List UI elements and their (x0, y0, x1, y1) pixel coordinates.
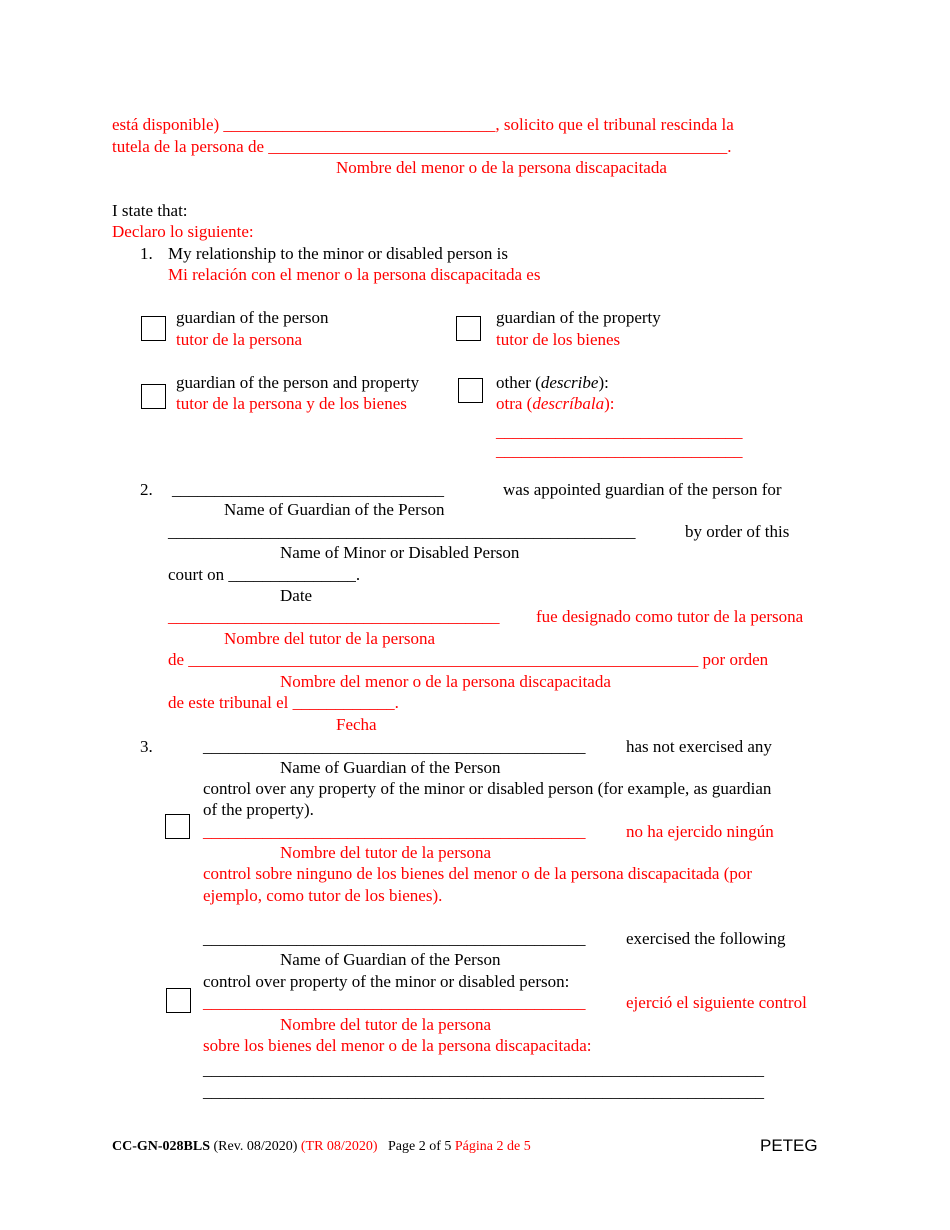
statement-es: Declaro lo siguiente: (112, 222, 254, 241)
option-both-es: tutor de la persona y de los bienes (176, 394, 407, 413)
statement-en: I state that: (112, 201, 188, 220)
item3b-es-caption: Nombre del tutor de la persona (280, 1015, 492, 1034)
item3a-guardian-blank[interactable]: _____________________________________________ (203, 737, 586, 756)
item1-label-en: My relationship to the minor or disabled person is (168, 244, 508, 263)
no-control-checkbox[interactable] (165, 814, 190, 839)
footer-form-info (112, 1137, 531, 1157)
item3a-en-line3: of the property). (203, 800, 314, 819)
form-tr: (TR 08/2020) (300, 1139, 378, 1154)
item3a-en-caption: Name of Guardian of the Person (280, 758, 501, 777)
guardian-name-blank[interactable]: ________________________________ (172, 480, 444, 499)
option-both-en: guardian of the person and property (176, 373, 420, 392)
item3a-tutor-blank[interactable]: _____________________________________________ (203, 822, 586, 841)
exercised-control-checkbox[interactable] (166, 988, 191, 1013)
other-description-line-1[interactable]: _____________________________ (496, 422, 743, 441)
item3b-guardian-blank[interactable]: _____________________________________________ (203, 929, 586, 948)
item2-en-caption2: Name of Minor or Disabled Person (280, 543, 520, 562)
intro-line-1: está disponible) ________________________________, solicito que el tribunal rescinda la (112, 115, 734, 134)
option-person-en: guardian of the person (176, 308, 329, 327)
item2-number: 2. (140, 480, 153, 499)
item3b-en-line2: control over property of the minor or disabled person: (203, 972, 570, 991)
other-checkbox[interactable] (458, 378, 483, 403)
item3b-en-caption: Name of Guardian of the Person (280, 950, 501, 969)
other-description-line-2[interactable]: _____________________________ (496, 441, 743, 460)
item3a-es-line2: control sobre ninguno de los bienes del menor o de la persona discapacitada (por (203, 864, 753, 883)
tutor-name-blank[interactable]: _______________________________________ (168, 607, 500, 626)
guardian-property-checkbox[interactable] (456, 316, 481, 341)
item3-number: 3. (140, 737, 153, 756)
item2-en-line2-text: by order of this (685, 522, 790, 541)
item2-en-caption3: Date (280, 586, 313, 605)
item1-number: 1. (140, 244, 153, 263)
item3b-es-line2: sobre los bienes del menor o de la persona discapacitada: (203, 1036, 592, 1055)
item3a-es-line3: ejemplo, como tutor de los bienes). (203, 886, 443, 905)
page-en: Page 2 of 5 (387, 1139, 452, 1154)
item3a-en-line2: control over any property of the minor or disabled person (for example, as guardian (203, 779, 772, 798)
item2-en-caption1: Name of Guardian of the Person (224, 500, 445, 519)
tribunal-fecha-line[interactable]: de este tribunal el ____________. (168, 693, 399, 712)
control-description-line-1[interactable]: __________________________________________________________________ (203, 1060, 764, 1079)
option-other-en: other (describe): (496, 373, 609, 392)
item3b-es-text: ejerció el siguiente control (626, 993, 807, 1012)
item2-es-caption3: Fecha (336, 715, 377, 734)
minor-name-blank[interactable]: _______________________________________________________ (168, 522, 636, 541)
item3a-es-text: no ha ejercido ningún (626, 822, 774, 841)
form-rev: (Rev. 08/2020) (213, 1139, 298, 1154)
item2-en-line1-text: was appointed guardian of the person for (503, 480, 782, 499)
option-property-en: guardian of the property (496, 308, 661, 327)
option-other-es: otra (descríbala): (496, 394, 615, 413)
guardian-person-checkbox[interactable] (141, 316, 166, 341)
item3a-es-caption: Nombre del tutor de la persona (280, 843, 492, 862)
item3a-en-text: has not exercised any (626, 737, 772, 756)
guardian-person-property-checkbox[interactable] (141, 384, 166, 409)
menor-name-line[interactable]: de ____________________________________________________________ por orden (168, 650, 769, 669)
court-date-line[interactable]: court on _______________. (168, 565, 361, 584)
option-person-es: tutor de la persona (176, 330, 303, 349)
item2-es-caption1: Nombre del tutor de la persona (224, 629, 436, 648)
item3b-tutor-blank[interactable]: _____________________________________________ (203, 993, 586, 1012)
item3b-en-text: exercised the following (626, 929, 786, 948)
item1-label-es: Mi relación con el menor o la persona discapacitada es (168, 265, 541, 284)
control-description-line-2[interactable]: __________________________________________________________________ (203, 1082, 764, 1101)
intro-caption: Nombre del menor o de la persona discapacitada (336, 158, 667, 177)
item2-es-caption2: Nombre del menor o de la persona discapacitada (280, 672, 611, 691)
item2-es-line1-text: fue designado como tutor de la persona (536, 607, 804, 626)
intro-line-2: tutela de la persona de ______________________________________________________. (112, 137, 732, 156)
form-id: CC-GN-028BLS (112, 1139, 211, 1154)
page-es: Página 2 de 5 (454, 1139, 531, 1154)
option-property-es: tutor de los bienes (496, 330, 621, 349)
form-code: PETEG (760, 1136, 818, 1155)
